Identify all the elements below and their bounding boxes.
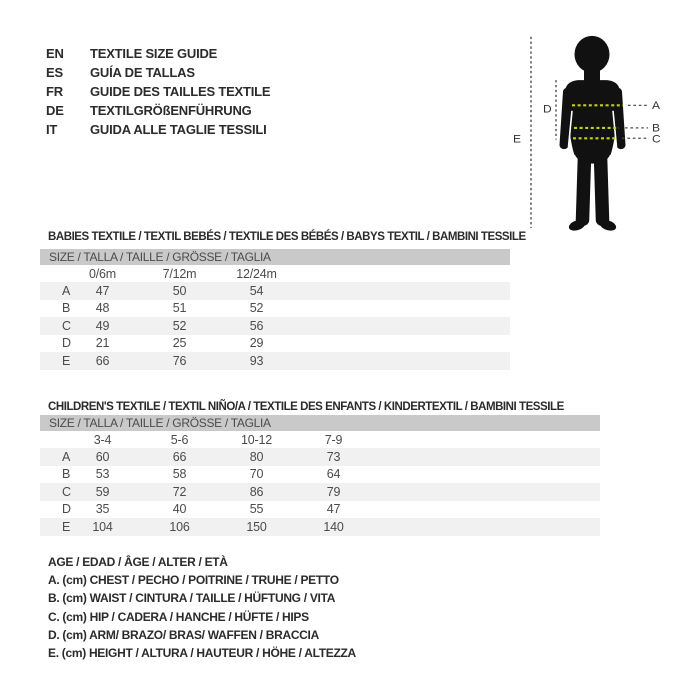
value-cell: 55 [249,502,264,517]
table-row [40,501,600,519]
language-row [46,44,270,63]
silhouette-right-arm [618,92,622,145]
child-measurement-diagram [505,25,700,257]
column-header: 0/6m [89,266,116,281]
language-title: GUÍA DE TALLAS [90,65,195,80]
value-cell: 58 [172,467,187,482]
table-subheader-row [40,265,510,282]
language-code: ES [46,65,63,80]
value-cell: 56 [249,318,264,333]
table-header-bar: SIZE / TALLA / TAILLE / GRÖSSE / TAGLIA [40,249,510,265]
value-cell: 35 [95,502,110,517]
value-cell: 29 [249,336,264,351]
value-cell: 25 [172,336,187,351]
value-cell: 47 [95,283,110,298]
language-title-list [46,44,270,139]
table-row [40,335,510,353]
language-title: GUIDE DES TAILLES TEXTILE [90,84,271,99]
column-header: 3-4 [93,432,112,447]
column-header: 12/24m [236,266,277,281]
value-cell: 54 [249,283,264,298]
table-row [40,300,510,318]
value-cell: 140 [323,519,344,534]
babies-section-title: BABIES TEXTILE / TEXTIL BEBÉS / TEXTILE DES BÉBÉS / BABYS TEXTIL / BAMBINI TESSILE [48,230,526,243]
table-row [40,466,600,484]
value-cell: 73 [326,449,341,464]
language-row [46,82,270,101]
value-cell: 48 [95,301,110,316]
value-cell: 106 [169,519,190,534]
value-cell: 21 [95,336,110,351]
child-silhouette [564,36,621,233]
value-cell: 47 [326,502,341,517]
row-label: D [62,502,71,517]
children-size-table [40,415,600,536]
row-label: E [62,353,71,368]
value-cell: 104 [92,519,113,534]
value-cell: 49 [95,318,110,333]
value-cell: 53 [95,467,110,482]
row-label: A [62,449,71,464]
silhouette-right-leg [601,156,603,220]
language-code: DE [46,103,64,118]
language-code: EN [46,46,64,61]
value-cell: 93 [249,353,264,368]
diagram-label-e: E [513,133,522,146]
column-header: 7/12m [162,266,197,281]
column-header: 10-12 [241,432,272,447]
language-title: TEXTILE SIZE GUIDE [90,46,218,61]
value-cell: 52 [172,318,187,333]
row-label: D [62,336,71,351]
silhouette-left-arm [564,92,568,145]
legend-item: B. (cm) WAIST / CINTURA / TAILLE / HÜFTUNG / VITA [48,591,336,606]
value-cell: 66 [172,449,187,464]
language-code: FR [46,84,63,99]
silhouette-left-leg [583,156,585,220]
row-label: C [62,318,71,333]
legend-item: A. (cm) CHEST / PECHO / POITRINE / TRUHE / PETTO [48,573,339,588]
value-cell: 150 [246,519,267,534]
language-title: TEXTILGRÖßENFÜHRUNG [90,103,252,118]
row-label: B [62,301,71,316]
table-row [40,518,600,536]
row-label: A [62,283,71,298]
value-cell: 50 [172,283,187,298]
value-cell: 72 [172,484,187,499]
legend-age-line: AGE / EDAD / ÂGE / ALTER / ETÀ [48,555,228,569]
diagram-label-c: C [652,133,661,146]
diagram-label-d: D [543,104,552,116]
table-row [40,317,510,335]
legend-item: D. (cm) ARM/ BRAZO/ BRAS/ WAFFEN / BRACCIA [48,627,319,642]
row-label: E [62,519,71,534]
value-cell: 60 [95,449,110,464]
table-subheader-row [40,431,600,448]
language-row [46,63,270,82]
table-row [40,352,510,370]
measurement-legend [48,553,356,662]
value-cell: 64 [326,467,341,482]
value-cell: 70 [249,467,264,482]
value-cell: 66 [95,353,110,368]
table-row [40,282,510,300]
language-code: IT [46,122,58,137]
value-cell: 59 [95,484,110,499]
legend-item: C. (cm) HIP / CADERA / HANCHE / HÜFTE / HIPS [48,609,309,624]
row-label: C [62,484,71,499]
children-section-title: CHILDREN'S TEXTILE / TEXTIL NIÑO/A / TEXTILE DES ENFANTS / KINDERTEXTIL / BAMBINI TESSILE [48,400,564,413]
value-cell: 79 [326,484,341,499]
value-cell: 80 [249,449,264,464]
language-row [46,120,270,139]
column-header: 7-9 [324,432,343,447]
value-cell: 51 [172,301,187,316]
table-row [40,448,600,466]
value-cell: 40 [172,502,187,517]
value-cell: 52 [249,301,264,316]
column-header: 5-6 [170,432,189,447]
table-row [40,483,600,501]
language-title: GUIDA ALLE TAGLIE TESSILI [90,122,267,137]
language-row [46,101,270,120]
babies-size-table [40,249,510,370]
value-cell: 86 [249,484,264,499]
value-cell: 76 [172,353,187,368]
row-label: B [62,467,71,482]
table-header-bar: SIZE / TALLA / TAILLE / GRÖSSE / TAGLIA [40,415,600,431]
diagram-label-b: B [652,122,661,135]
diagram-label-a: A [652,100,661,112]
legend-item: E. (cm) HEIGHT / ALTURA / HAUTEUR / HÖHE / ALTEZZA [48,645,356,660]
